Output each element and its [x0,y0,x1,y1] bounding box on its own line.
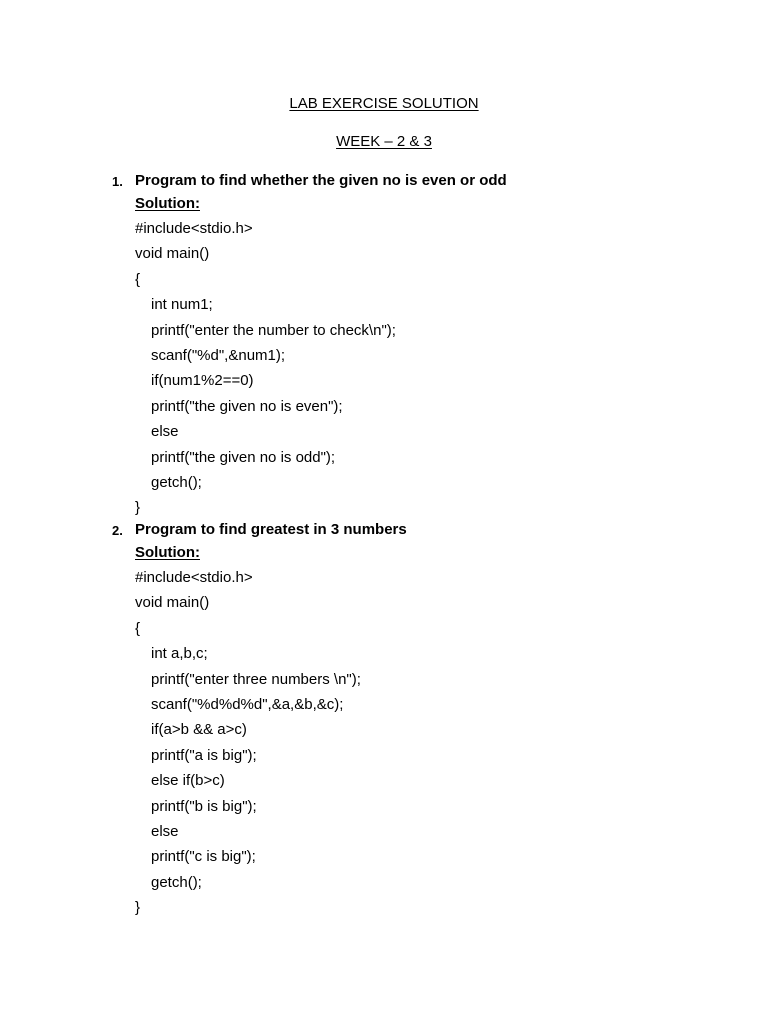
code-line: if(num1%2==0) [151,372,254,390]
code-line: printf("the given no is odd"); [151,448,336,466]
code-line: else [151,822,179,840]
document-title: LAB EXERCISE SOLUTION [289,95,479,112]
code-line: if(a>b && a>c) [151,721,247,739]
code-line: } [135,499,141,517]
exercise-heading: Program to find whether the given no is even or odd [135,172,507,189]
document-subtitle: WEEK – 2 & 3 [336,133,432,150]
code-line: void main() [135,594,210,612]
code-line: { [135,619,141,637]
code-line: printf("the given no is even"); [151,397,343,415]
exercise-number: 2. [112,523,123,538]
code-line: else [151,423,179,441]
code-line: getch(); [151,473,202,491]
code-line: printf("c is big"); [151,848,256,866]
solution-label: Solution: [135,195,200,212]
exercise-number: 1. [112,174,123,189]
code-line: void main() [135,245,210,263]
code-line: printf("a is big"); [151,746,257,764]
exercise-heading: Program to find greatest in 3 numbers [135,521,407,538]
code-block [135,565,361,920]
code-block [135,216,396,521]
code-line: int num1; [151,296,213,314]
code-line: } [135,899,141,917]
code-line: { [135,270,141,288]
code-line: scanf("%d%d%d",&a,&b,&c); [151,695,344,713]
code-line: int a,b,c; [151,645,208,663]
code-line: #include<stdio.h> [135,220,253,237]
solution-label: Solution: [135,544,200,561]
code-line: else if(b>c) [151,772,225,790]
code-line: printf("enter the number to check\n"); [151,321,396,339]
code-line: printf("b is big"); [151,797,257,815]
code-line: getch(); [151,873,202,891]
code-line: scanf("%d",&num1); [151,346,286,364]
code-line: printf("enter three numbers \n"); [151,670,361,688]
code-line: #include<stdio.h> [135,569,253,586]
